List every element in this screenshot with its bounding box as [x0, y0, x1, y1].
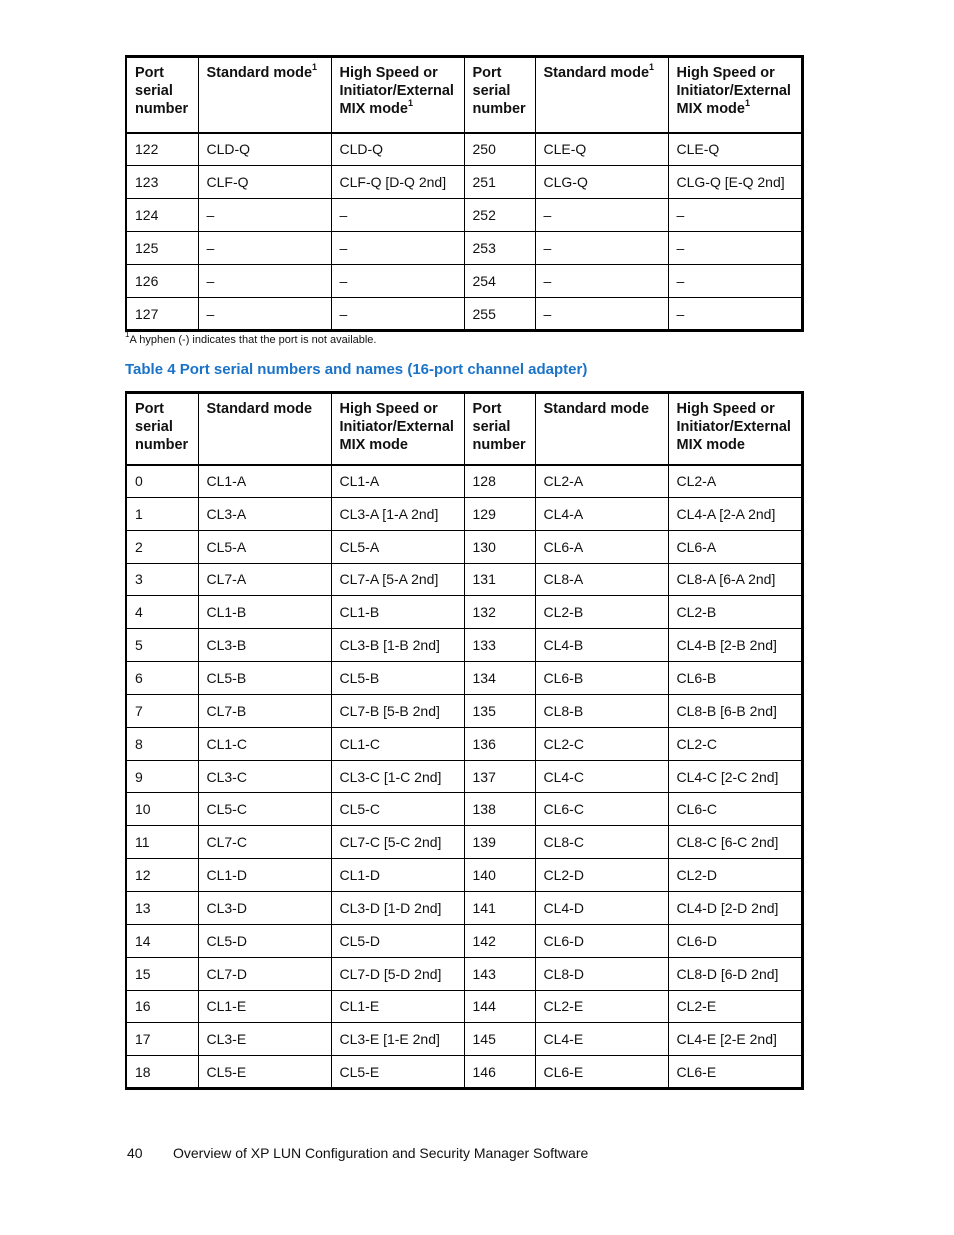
footnote-mark: 1 — [125, 330, 130, 340]
page-number: 40 — [127, 1145, 143, 1161]
table-cell: CL6-C — [668, 793, 802, 826]
table-cell: 143 — [464, 957, 535, 990]
table-cell: CL2-D — [535, 859, 668, 892]
table-cell: CL6-B — [668, 662, 802, 695]
footnote-mark: 1 — [649, 62, 655, 73]
table-header-row — [126, 57, 802, 133]
table-cell: CL7-B — [198, 694, 331, 727]
table-cell: CL7-B [5-B 2nd] — [331, 694, 464, 727]
table-cell: – — [668, 265, 802, 298]
table-cell: 127 — [126, 298, 198, 331]
table-cell: – — [668, 199, 802, 232]
table-cell: CL5-D — [198, 924, 331, 957]
table-row — [126, 497, 802, 530]
table-cell: CL3-B — [198, 629, 331, 662]
header-high-speed-mode — [331, 57, 464, 133]
table-cell: CL2-B — [535, 596, 668, 629]
table-footnote — [125, 330, 377, 346]
table-cell: CL1-E — [198, 990, 331, 1023]
table-cell: 15 — [126, 957, 198, 990]
table-cell: 122 — [126, 133, 198, 166]
table-cell: CL1-D — [331, 859, 464, 892]
table-cell: 0 — [126, 465, 198, 498]
table-cell: CL8-D — [535, 957, 668, 990]
table-cell: CL5-B — [198, 662, 331, 695]
table-cell: 2 — [126, 530, 198, 563]
table-cell: CL8-C — [535, 826, 668, 859]
table-cell: CL7-D — [198, 957, 331, 990]
table-cell: 255 — [464, 298, 535, 331]
table-cell: CL1-D — [198, 859, 331, 892]
table-cell: 12 — [126, 859, 198, 892]
table-cell: – — [535, 199, 668, 232]
table-cell: CL6-E — [676, 1063, 717, 1080]
table-row — [126, 727, 802, 760]
table-cell: CL5-A — [198, 530, 331, 563]
table-row — [126, 924, 802, 957]
table-cell: CL5-D — [331, 924, 464, 957]
table-cell: 138 — [464, 793, 535, 826]
table-cell: 4 — [126, 596, 198, 629]
table-cell: 6 — [126, 662, 198, 695]
table-cell: – — [331, 265, 464, 298]
table-cell: CL3-D — [198, 891, 331, 924]
table-cell: CL4-C [2-C 2nd] — [668, 760, 802, 793]
table-cell: CLD-Q — [331, 133, 464, 166]
table-cell: 11 — [126, 826, 198, 859]
table-cell: CL5-E — [331, 1056, 464, 1089]
header-standard-mode — [535, 57, 668, 133]
table-row — [126, 662, 802, 695]
table-cell: CL7-C — [198, 826, 331, 859]
table-row — [126, 232, 802, 265]
table-cell: – — [331, 298, 464, 331]
footer-title: Overview of XP LUN Configuration and Security Manager Software — [173, 1145, 589, 1161]
table-cell: 126 — [126, 265, 198, 298]
table-cell: 139 — [464, 826, 535, 859]
table-cell: CL3-C [1-C 2nd] — [331, 760, 464, 793]
table-cell: 130 — [464, 530, 535, 563]
port-table-continued — [125, 55, 804, 332]
footnote-mark: 1 — [744, 98, 750, 109]
table-cell: CL4-B [2-B 2nd] — [668, 629, 802, 662]
table-cell: CLF-Q — [198, 166, 331, 199]
table-cell: CL8-D [6-D 2nd] — [668, 957, 802, 990]
header-port-serial: Port serial number — [464, 57, 535, 133]
table-cell: CL3-E — [198, 1023, 331, 1056]
table-cell: CL3-C — [198, 760, 331, 793]
table-cell: CLE-Q — [668, 133, 802, 166]
table-cell: CL4-D [2-D 2nd] — [668, 891, 802, 924]
table-cell: CL3-D [1-D 2nd] — [331, 891, 464, 924]
table-cell: CL1-B — [331, 596, 464, 629]
table-cell: 128 — [464, 465, 535, 498]
table-cell: – — [676, 305, 685, 322]
table-row — [126, 957, 802, 990]
table-cell: CL2-E — [668, 990, 802, 1023]
table-cell: – — [198, 298, 331, 331]
table-cell: 136 — [464, 727, 535, 760]
table-cell: CL5-C — [331, 793, 464, 826]
table-cell: CL4-A — [535, 497, 668, 530]
table-cell: CL1-C — [331, 727, 464, 760]
table-cell: – — [535, 298, 668, 331]
table-cell: CL2-E — [535, 990, 668, 1023]
table-cell: 13 — [126, 891, 198, 924]
table-cell: CL7-A — [198, 563, 331, 596]
table-cell: – — [198, 199, 331, 232]
table-row — [126, 298, 802, 331]
table-row — [126, 694, 802, 727]
table-row — [126, 133, 802, 166]
table-cell: 17 — [126, 1023, 198, 1056]
table-row — [126, 826, 802, 859]
table-cell: CL8-B [6-B 2nd] — [668, 694, 802, 727]
header-standard-mode — [198, 57, 331, 133]
table-row — [126, 1023, 802, 1056]
header-label: Standard mode — [543, 65, 650, 81]
table-cell: CL4-D — [535, 891, 668, 924]
table-cell: CL2-D — [668, 859, 802, 892]
table-cell: CL1-E — [331, 990, 464, 1023]
table-row — [126, 1056, 802, 1089]
header-port-serial: Port serial number — [126, 57, 198, 133]
table-cell: CL6-D — [668, 924, 802, 957]
table-cell: CL6-A — [668, 530, 802, 563]
header-standard-mode: Standard mode — [198, 393, 331, 465]
table-cell: CL5-A — [331, 530, 464, 563]
table-cell: CL5-B — [331, 662, 464, 695]
table-cell: CL7-A [5-A 2nd] — [331, 563, 464, 596]
table-row — [126, 859, 802, 892]
footnote-text: A hyphen (-) indicates that the port is not available. — [129, 334, 377, 346]
table-cell: – — [535, 265, 668, 298]
table-cell: 140 — [464, 859, 535, 892]
table-cell: CL3-B [1-B 2nd] — [331, 629, 464, 662]
header-high-speed-mode: High Speed or Initiator/External MIX mode — [668, 393, 802, 465]
table-row — [126, 563, 802, 596]
table-cell: 137 — [464, 760, 535, 793]
table-cell: CL2-B — [668, 596, 802, 629]
table-cell: 133 — [464, 629, 535, 662]
header-port-serial: Port serial number — [464, 393, 535, 465]
header-label: High Speed or Initiator/External MIX mode — [676, 65, 791, 117]
table-cell: CL3-A [1-A 2nd] — [331, 497, 464, 530]
table-cell: CL4-A [2-A 2nd] — [668, 497, 802, 530]
table-cell: 144 — [464, 990, 535, 1023]
table-row — [126, 891, 802, 924]
table-cell: 141 — [464, 891, 535, 924]
table-cell: CL6-E — [535, 1056, 668, 1089]
table-cell: 131 — [464, 563, 535, 596]
table-cell: 124 — [126, 199, 198, 232]
table-cell: – — [198, 232, 331, 265]
table-cell: 10 — [126, 793, 198, 826]
table-cell: 135 — [464, 694, 535, 727]
table-row — [126, 760, 802, 793]
table-cell: CL6-C — [535, 793, 668, 826]
table-cell: 8 — [126, 727, 198, 760]
table-cell: CL8-A — [535, 563, 668, 596]
table-row — [126, 793, 802, 826]
table-cell: CL6-D — [535, 924, 668, 957]
table-cell: 252 — [464, 199, 535, 232]
table-cell: CL4-E — [535, 1023, 668, 1056]
table-cell: 129 — [464, 497, 535, 530]
table-cell: CLG-Q [E-Q 2nd] — [668, 166, 802, 199]
table-cell: 7 — [126, 694, 198, 727]
table-cell: CL7-C [5-C 2nd] — [331, 826, 464, 859]
table-cell: 125 — [126, 232, 198, 265]
table-cell: 132 — [464, 596, 535, 629]
table-cell: CL5-C — [198, 793, 331, 826]
table-row — [126, 465, 802, 498]
table-cell: CLE-Q — [535, 133, 668, 166]
table-cell: CL2-A — [535, 465, 668, 498]
table-cell: CL1-B — [198, 596, 331, 629]
table-cell: CL2-C — [668, 727, 802, 760]
table-cell: – — [668, 232, 802, 265]
table-cell: 3 — [126, 563, 198, 596]
table-cell: CL2-A — [668, 465, 802, 498]
table-cell: CL4-E [2-E 2nd] — [668, 1023, 802, 1056]
table-cell: CL6-B — [535, 662, 668, 695]
table-row — [126, 199, 802, 232]
footnote-mark: 1 — [312, 62, 318, 73]
table-cell: 9 — [126, 760, 198, 793]
table-caption: Table 4 Port serial numbers and names (16-port channel adapter) — [125, 361, 588, 378]
table-cell: CLF-Q [D-Q 2nd] — [331, 166, 464, 199]
table-cell: CL1-C — [198, 727, 331, 760]
table-cell: 16 — [126, 990, 198, 1023]
table-cell: CLG-Q — [535, 166, 668, 199]
table-cell: CLD-Q — [198, 133, 331, 166]
header-high-speed-mode: High Speed or Initiator/External MIX mode — [331, 393, 464, 465]
table-row — [126, 530, 802, 563]
table-cell: 142 — [464, 924, 535, 957]
table-cell: CL7-D [5-D 2nd] — [331, 957, 464, 990]
table-cell: 134 — [464, 662, 535, 695]
table-cell: CL3-A — [198, 497, 331, 530]
table-cell: 250 — [464, 133, 535, 166]
table-cell: CL6-A — [535, 530, 668, 563]
table-cell: CL8-A [6-A 2nd] — [668, 563, 802, 596]
table-cell: CL3-E [1-E 2nd] — [331, 1023, 464, 1056]
table-cell: 146 — [464, 1056, 535, 1089]
table-cell: CL1-A — [198, 465, 331, 498]
table-cell: – — [535, 232, 668, 265]
table-row — [126, 629, 802, 662]
table-cell: CL8-C [6-C 2nd] — [668, 826, 802, 859]
table-cell: – — [331, 199, 464, 232]
table-row — [126, 596, 802, 629]
table-cell: CL2-C — [535, 727, 668, 760]
table-cell: 251 — [464, 166, 535, 199]
table-cell: – — [198, 265, 331, 298]
header-port-serial: Port serial number — [126, 393, 198, 465]
table-cell: 14 — [126, 924, 198, 957]
header-label: High Speed or Initiator/External MIX mode — [339, 65, 454, 117]
table-row — [126, 265, 802, 298]
port-table-16-port — [125, 391, 804, 1090]
table-row — [126, 166, 802, 199]
table-cell: 1 — [126, 497, 198, 530]
footnote-mark: 1 — [407, 98, 413, 109]
table-cell: CL5-E — [198, 1056, 331, 1089]
table-cell: 123 — [126, 166, 198, 199]
table-cell: CL4-C — [535, 760, 668, 793]
table-cell: CL8-B — [535, 694, 668, 727]
table-cell: 145 — [464, 1023, 535, 1056]
header-label: Standard mode — [206, 65, 313, 81]
table-cell: CL1-A — [331, 465, 464, 498]
table-cell: 253 — [464, 232, 535, 265]
table-row — [126, 990, 802, 1023]
table-cell: CL4-B — [535, 629, 668, 662]
table-cell: 5 — [126, 629, 198, 662]
table-cell: 254 — [464, 265, 535, 298]
table-header-row — [126, 393, 802, 465]
table-cell: 18 — [126, 1056, 198, 1089]
header-high-speed-mode — [668, 57, 802, 133]
header-standard-mode: Standard mode — [535, 393, 668, 465]
table-cell: – — [331, 232, 464, 265]
